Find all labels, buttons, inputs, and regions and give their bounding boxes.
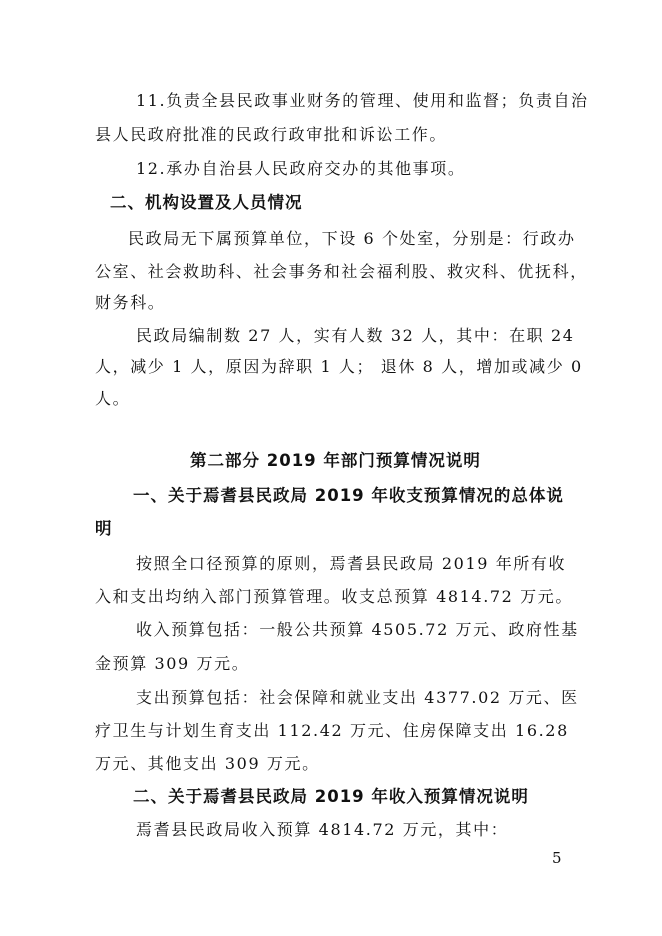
paragraph-item-11-line-1: 11.负责全县民政事业财务的管理、使用和监督；负责自治 (136, 91, 589, 110)
part-two-title: 第二部分 2019 年部门预算情况说明 (190, 451, 481, 470)
overall-paragraph-line-1: 按照全口径预算的原则，焉耆县民政局 2019 年所有收 (136, 554, 567, 573)
staff-paragraph-line-3: 人。 (95, 389, 131, 408)
section-heading-income: 二、关于焉耆县民政局 2019 年收入预算情况说明 (133, 787, 529, 806)
paragraph-item-11-line-2: 县人民政府批准的民政行政审批和诉讼工作。 (95, 125, 448, 144)
section-heading-organization: 二、机构设置及人员情况 (110, 193, 303, 212)
page-number: 5 (552, 849, 562, 867)
section-heading-overall-line-1: 一、关于焉耆县民政局 2019 年收支预算情况的总体说 (133, 486, 564, 505)
income-summary-line-1: 收入预算包括：一般公共预算 4505.72 万元、政府性基 (136, 620, 579, 639)
expense-summary-line-2: 疗卫生与计划生育支出 112.42 万元、住房保障支出 16.28 (95, 721, 569, 740)
income-summary-line-2: 金预算 309 万元。 (95, 654, 250, 673)
expense-summary-line-3: 万元、其他支出 309 万元。 (95, 754, 320, 773)
income-paragraph-line-1: 焉耆县民政局收入预算 4814.72 万元，其中： (136, 820, 509, 839)
staff-paragraph-line-1: 民政局编制数 27 人，实有人数 32 人，其中：在职 24 (136, 326, 575, 345)
staff-paragraph-line-2: 人，减少 1 人，原因为辞职 1 人； 退休 8 人，增加或减少 0 (95, 357, 583, 376)
org-paragraph-line-3: 财务科。 (95, 293, 166, 312)
org-paragraph-line-1: 民政局无下属预算单位，下设 6 个处室，分别是：行政办 (128, 229, 576, 248)
paragraph-item-12: 12.承办自治县人民政府交办的其他事项。 (136, 159, 466, 178)
expense-summary-line-1: 支出预算包括：社会保障和就业支出 4377.02 万元、医 (136, 688, 579, 707)
org-paragraph-line-2: 公室、社会救助科、社会事务和社会福利股、救灾科、优抚科， (95, 262, 588, 281)
overall-paragraph-line-2: 入和支出均纳入部门预算管理。收支总预算 4814.72 万元。 (95, 587, 573, 606)
section-heading-overall-line-2: 明 (95, 519, 113, 538)
